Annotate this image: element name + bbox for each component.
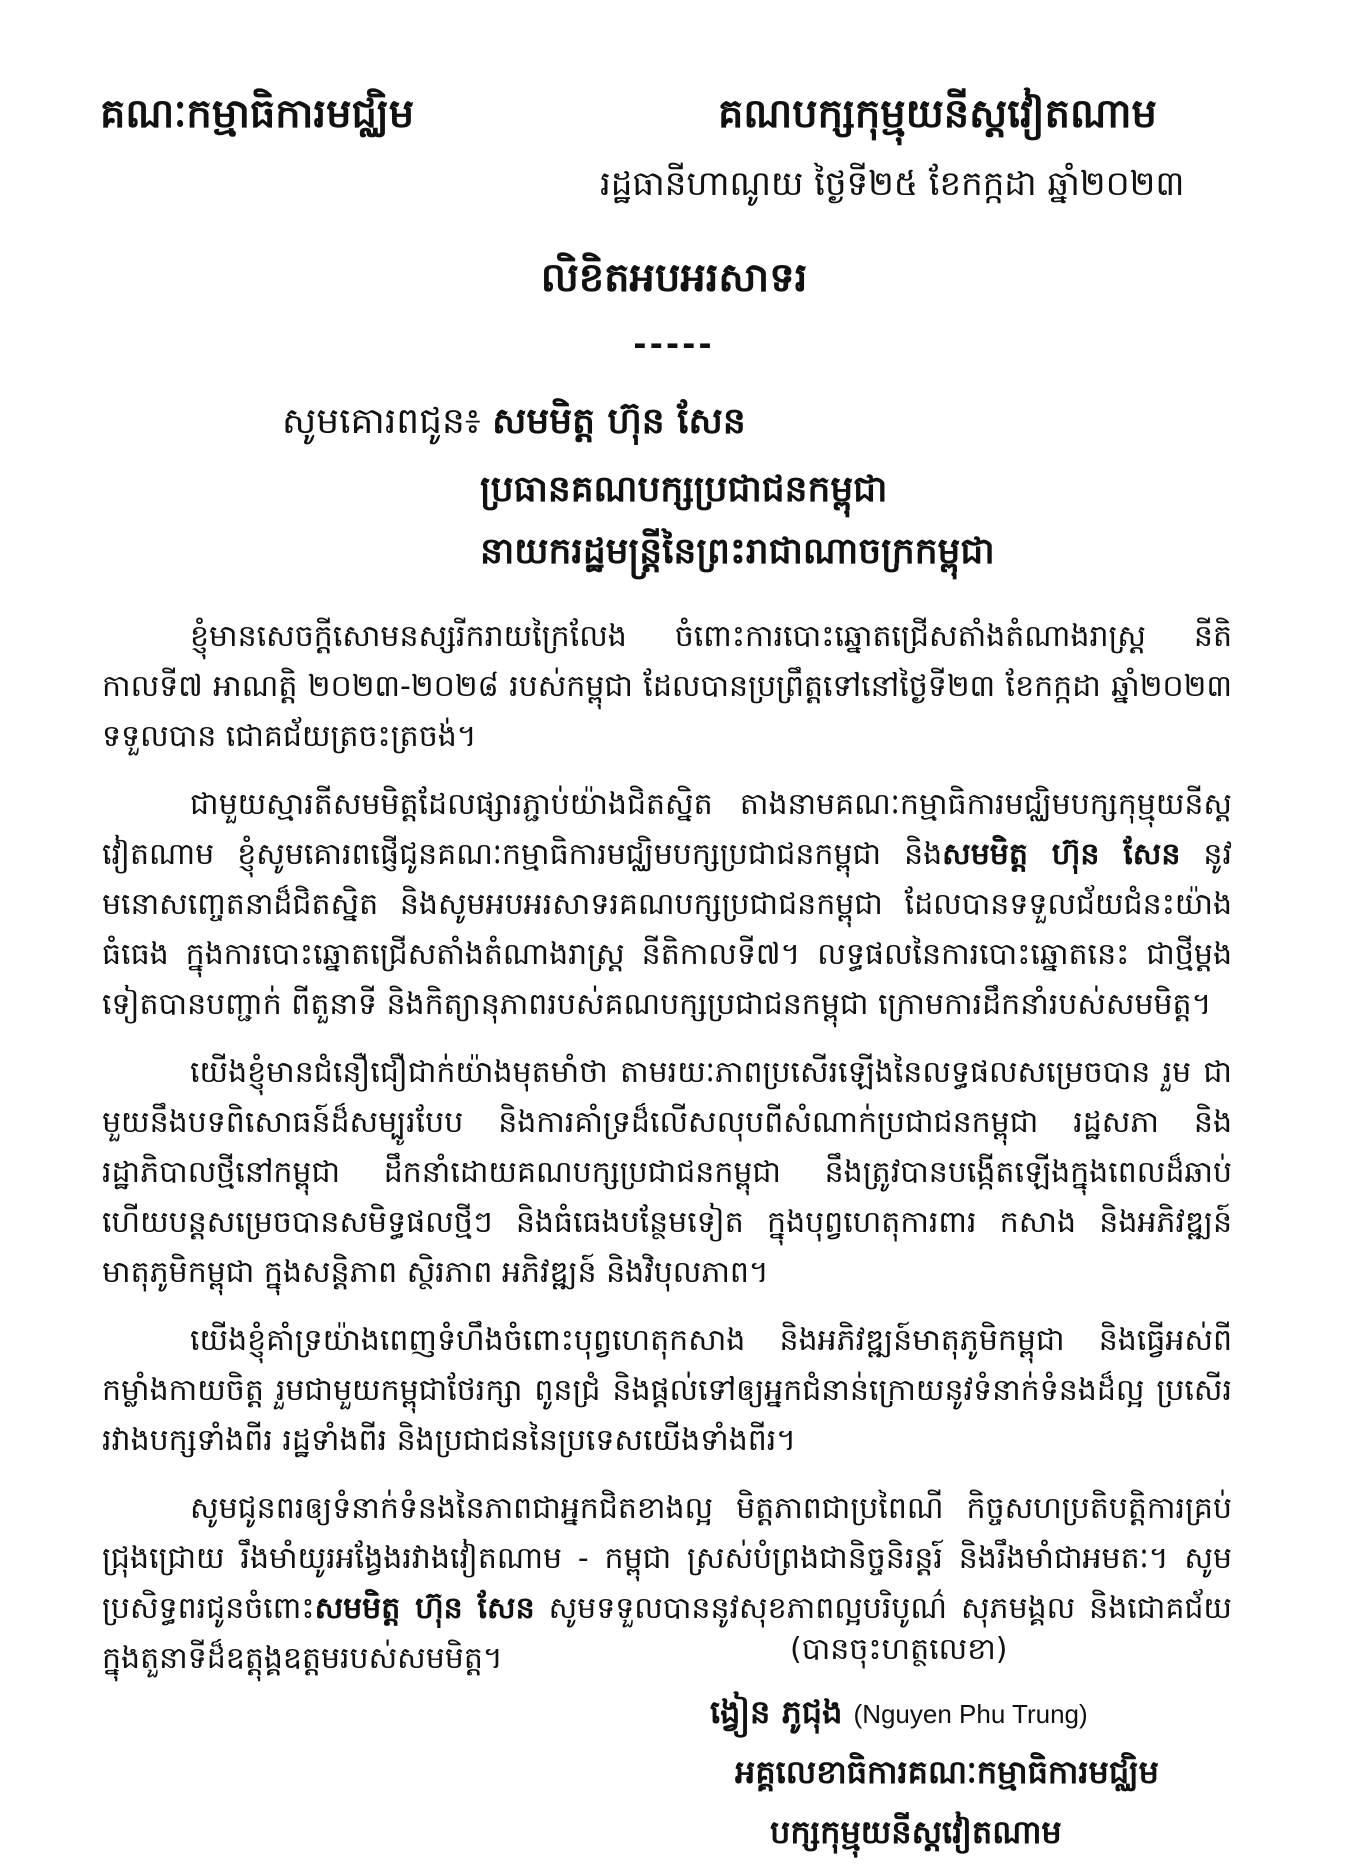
addressee-title-1: ប្រធានគណបក្សប្រជាជនកម្ពុជា <box>480 469 888 510</box>
addressee-prefix: សូមគោរពជូន៖ <box>282 401 481 442</box>
document-title: លិខិតអបអរសាទរ <box>540 255 808 301</box>
paragraph-5 <box>102 1484 1232 1684</box>
sender-committee: គណៈកម្មាធិការមជ្ឈិម <box>100 91 415 137</box>
paragraph-5-text-b: សូមទទួលបាននូវសុខភាពល្អបរិបូណ៌ សុភមង្គល និងជោគជ័យ ក្នុងតួនាទីដ៏ឧត្តុង្គឧត្តមរបស់សមមិត្ត។ <box>102 1591 1232 1676</box>
title-divider: ----- <box>633 325 715 363</box>
addressee-line <box>282 398 746 451</box>
signatory-name-latin: (Nguyen Phu Trung) <box>853 1699 1088 1729</box>
paragraph-2-text-a: ជាមួយស្មារតីសមមិត្តដែលផ្សារភ្ជាប់យ៉ាងជិតស្និត តាងនាមគណៈកម្មាធិការមជ្ឈិមបក្សកុម្មុយនីស្ត វៀតណាម ខ្ញុំសូមគោរពផ្ញើជូនគណៈកម្មាធិការមជ្ឈិមបក្សប្រជាជនកម្ពុជា និង <box>102 787 1232 872</box>
signatory-name <box>710 1692 1088 1739</box>
paragraph-2 <box>102 780 1232 1030</box>
signed-note: (បានចុះហត្ថលេខា) <box>790 1632 1008 1667</box>
signatory-title-1: អគ្គលេខាធិការគណៈកម្មាធិការមជ្ឈិម <box>735 1753 1159 1791</box>
addressee-name: សមមិត្ត ហ៊ុន សែន <box>492 401 746 442</box>
sender-party: គណបក្សកុម្មុយនីស្តវៀតណាម <box>718 91 1157 137</box>
paragraph-5-name: សមមិត្ត ហ៊ុន សែន <box>314 1591 535 1626</box>
letter-body <box>102 612 1232 1702</box>
signatory-name-khmer: ង្វៀន ភូជុង <box>710 1693 843 1731</box>
paragraph-5-text-a: សូមជូនពរឲ្យទំនាក់ទំនងនៃភាពជាអ្នកជិតខាងល្អ មិត្តភាពជាប្រពៃណី កិច្ចសហប្រតិបត្តិការគ្រប់ ជ្រុងជ្រោយ រឹងមាំយូរអង្វែងរវាងវៀតណាម - កម្ពុជា ស្រស់បំព្រងជានិច្ចនិរន្តរ៍ និងរឹងមាំជាអមតៈ។ សូម ប្រសិទ្ធពរជូនចំពោះ <box>102 1491 1232 1626</box>
paragraph-2-text-b: នូវ មនោសញ្ចេតនាដ៏ជិតស្និត និងសូមអបអរសាទរគណបក្សប្រជាជនកម្ពុជា ដែលបានទទួលជ័យជំនះយ៉ាង ធំធេង ក្នុងការបោះឆ្នោតជ្រើសតាំងតំណាងរាស្ត្រ នីតិកាលទី៧។ លទ្ធផលនៃការបោះឆ្នោតនេះ ជាថ្មីម្តងទៀតបានបញ្ជាក់ ពីតួនាទី និងកិត្យានុភាពរបស់គណបក្សប្រជាជនកម្ពុជា ក្រោមការដឹកនាំរបស់សមមិត្ត។ <box>102 837 1232 1022</box>
paragraph-4: យើងខ្ញុំគាំទ្រយ៉ាងពេញទំហឹងចំពោះបុព្វហេតុកសាង និងអភិវឌ្ឍន៍មាតុភូមិកម្ពុជា និងធ្វើអស់ពី កម្លាំងកាយចិត្ត រួមជាមួយកម្ពុជាថែរក្សា ពូនជ្រំ និងផ្តល់ទៅឲ្យអ្នកជំនាន់ក្រោយនូវទំនាក់ទំនងដ៏ល្អ ប្រសើររវាងបក្សទាំងពីរ រដ្ឋទាំងពីរ និងប្រជាជននៃប្រទេសយើងទាំងពីរ។ <box>102 1323 1232 1458</box>
paragraph-3: យើងខ្ញុំមានជំនឿជឿជាក់យ៉ាងមុតមាំថា តាមរយៈភាពប្រសើរឡើងនៃលទ្ធផលសម្រេចបាន រួម ជាមួយនឹងបទពិសោធន៍ដ៏សម្បូរបែប និងការគាំទ្រដ៏លើសលុបពីសំណាក់ប្រជាជនកម្ពុជា រដ្ឋសភា និង រដ្ឋាភិបាលថ្មីនៅកម្ពុជា ដឹកនាំដោយគណបក្សប្រជាជនកម្ពុជា នឹងត្រូវបានបង្កើតឡើងក្នុងពេលដ៏ឆាប់ ហើយបន្តសម្រេចបានសមិទ្ធផលថ្មីៗ និងធំធេងបន្ថែមទៀត ក្នុងបុព្វហេតុការពារ កសាង និងអភិវឌ្ឍន៍ មាតុភូមិកម្ពុជា ក្នុងសន្តិភាព ស្ថិរភាព អភិវឌ្ឍន៍ និងវិបុលភាព។ <box>102 1055 1232 1290</box>
signatory-title-2: បក្សកុម្មុយនីស្តវៀតណាម <box>770 1813 1062 1851</box>
addressee-title-2: នាយករដ្ឋមន្ត្រីនៃព្រះរាជាណាចក្រកម្ពុជា <box>480 531 995 572</box>
paragraph-2-name: សមមិត្ត ហ៊ុន សែន <box>942 837 1181 872</box>
paragraph-1: ខ្ញុំមានសេចក្តីសោមនស្សរីករាយក្រៃលែង ចំពោះការបោះឆ្នោតជ្រើសតាំងតំណាងរាស្ត្រ នីតិកាលទី៧ អាណត្តិ ២០២៣-២០២៨ របស់កម្ពុជា ដែលបានប្រព្រឹត្តទៅនៅថ្ងៃទី២៣ ខែកក្កដា ឆ្នាំ២០២៣ ទទួលបាន ជោគជ័យត្រចះត្រចង់។ <box>102 619 1232 754</box>
place-date-line: រដ្ឋធានីហាណូយ ថ្ងៃទី២៥ ខែកក្កដា ឆ្នាំ២០២៣ <box>600 164 1185 204</box>
